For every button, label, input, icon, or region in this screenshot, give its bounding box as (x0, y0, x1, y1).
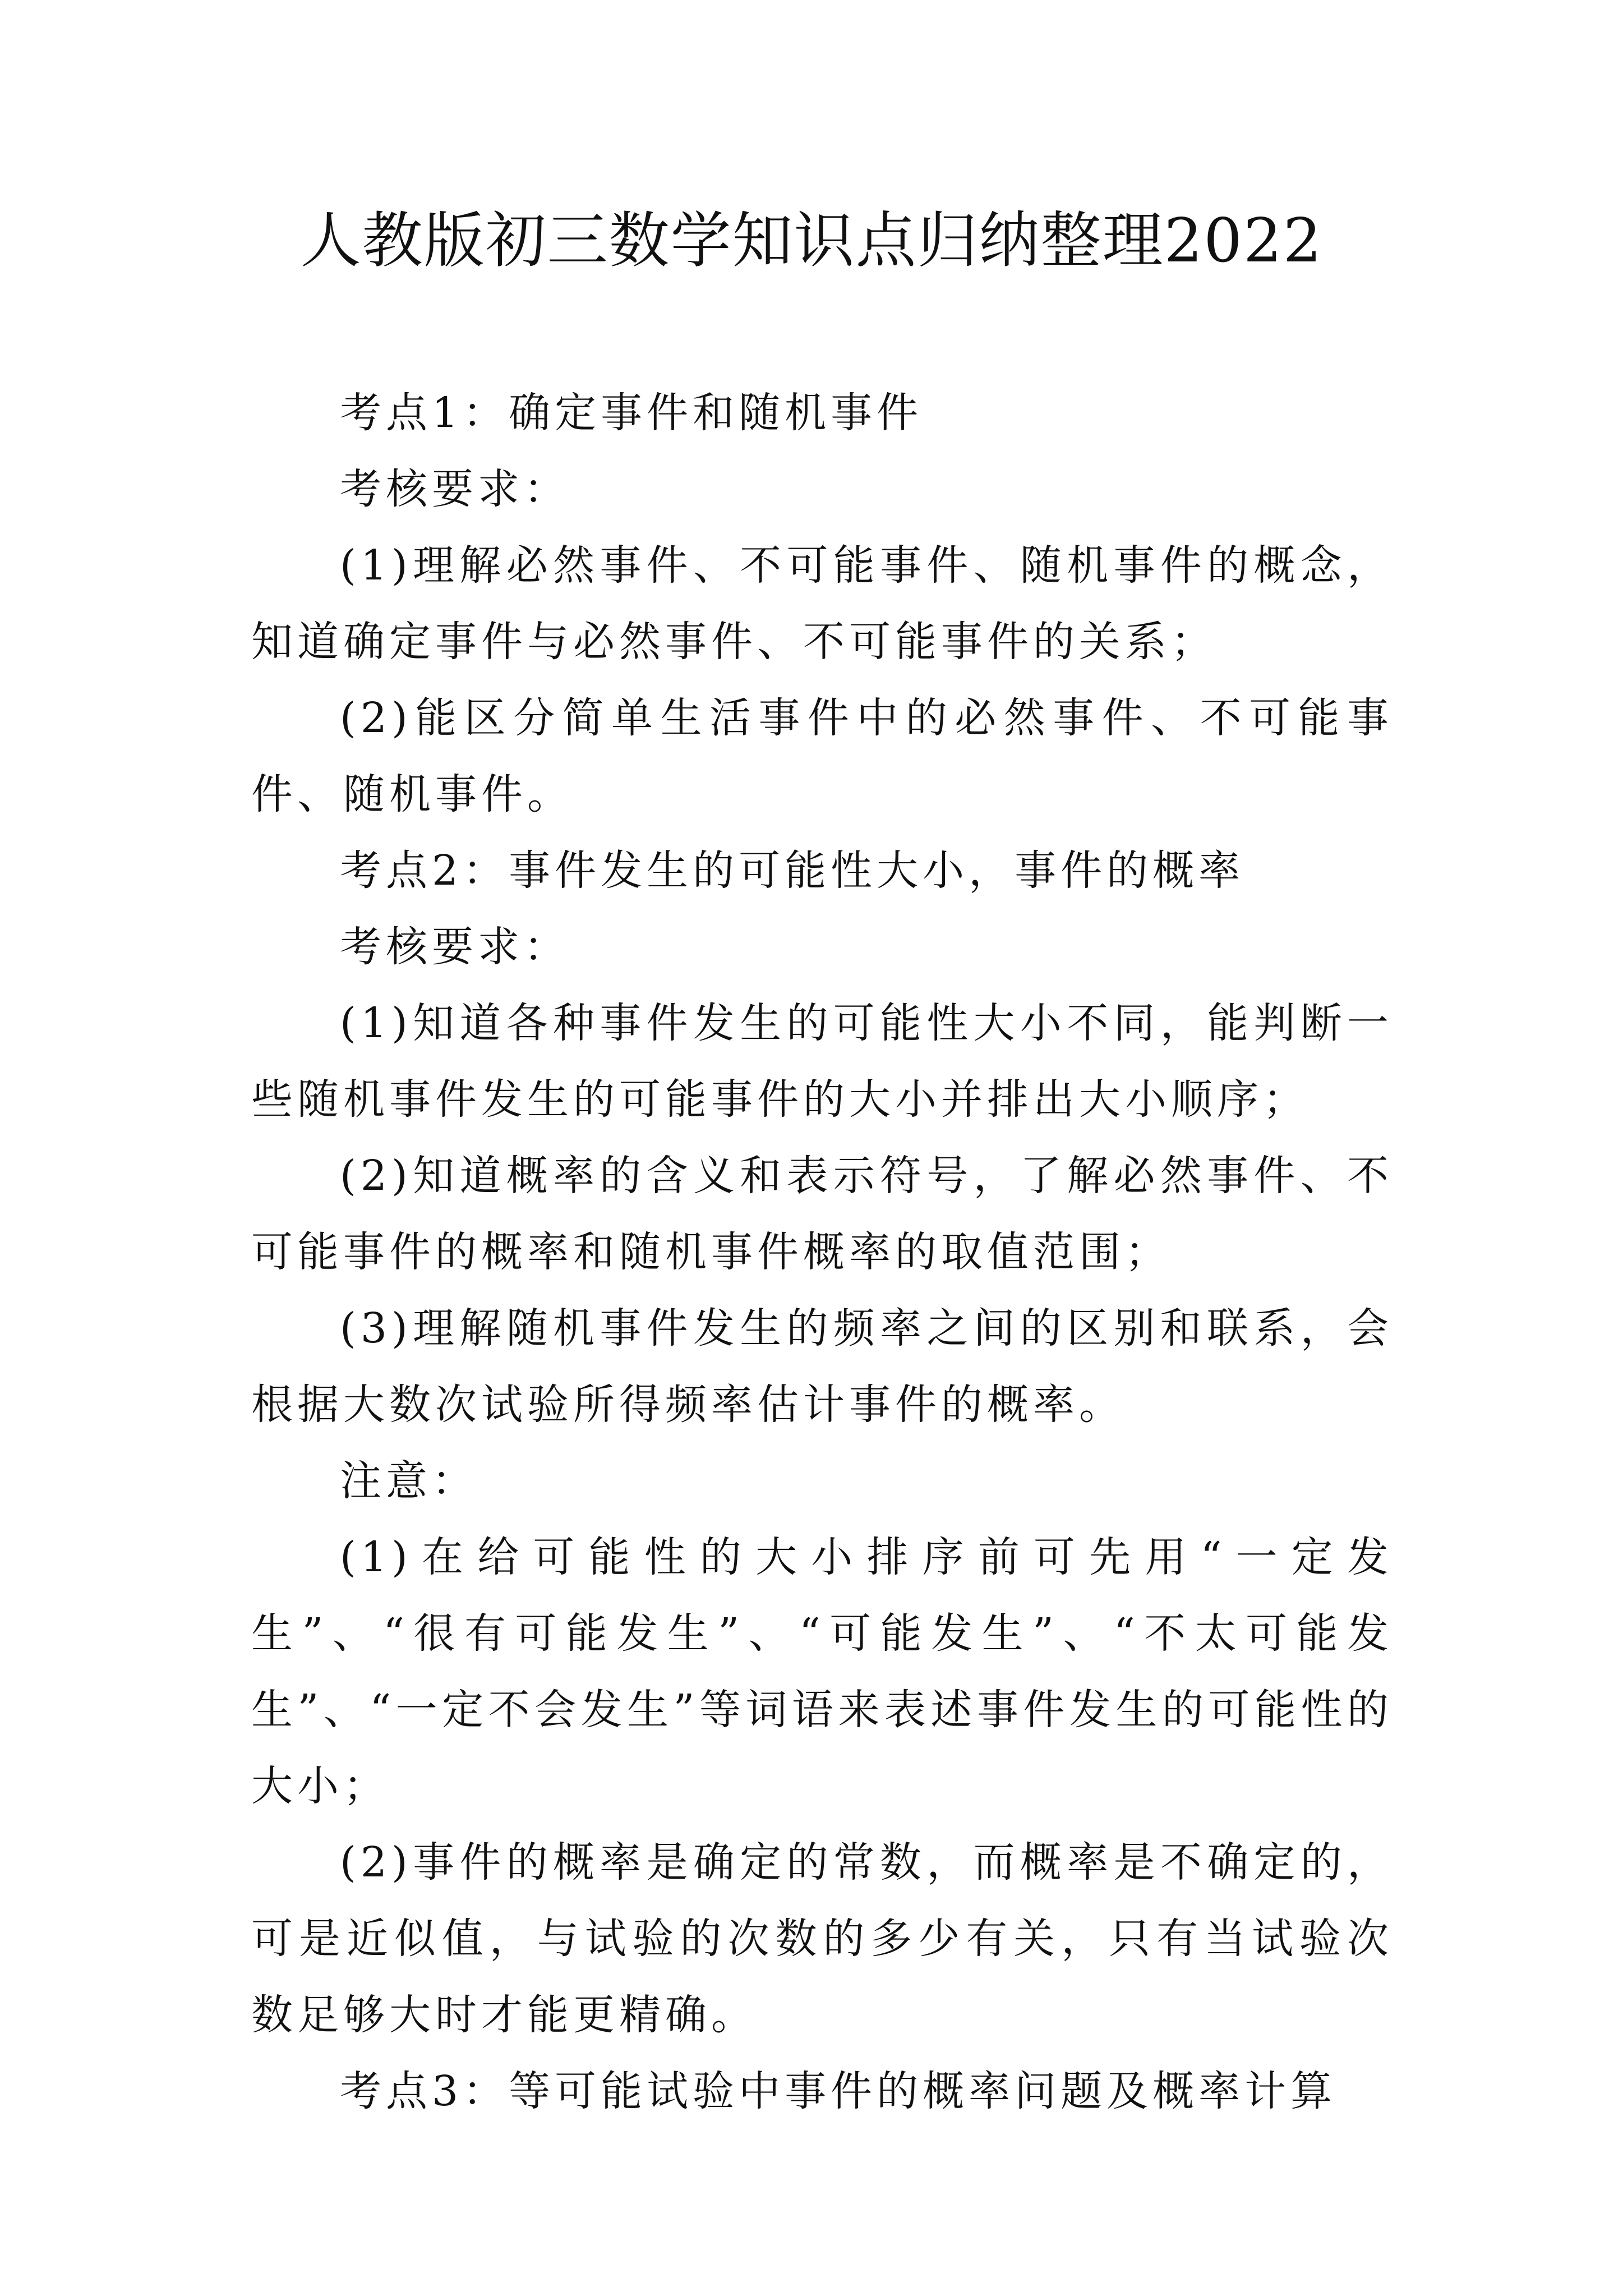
paragraph: (2)能区分简单生活事件中的必然事件、不可能事件、随机事件。 (251, 694, 1393, 818)
paragraph: (2)事件的概率是确定的常数，而概率是不确定的，可是近似值，与试验的次数的多少有关，只有当试验次数足够大时才能更精确。 (251, 1838, 1393, 2039)
paragraph: (2)知道概率的含义和表示符号，了解必然事件、不可能事件的概率和随机事件概率的取值范围； (251, 1152, 1393, 1276)
section-heading-3: 考点3：等可能试验中事件的概率问题及概率计算 (340, 2067, 1337, 2115)
requirements-label: 考核要求： (340, 923, 570, 971)
paragraph: (3)理解随机事件发生的频率之间的区别和联系，会根据大数次试验所得频率估计事件的概率。 (251, 1304, 1393, 1429)
paragraph: (1)知道各种事件发生的可能性大小不同，能判断一些随机事件发生的可能事件的大小并排出大小顺序； (251, 999, 1393, 1124)
paragraph: (1)理解必然事件、不可能事件、随机事件的概念，知道确定事件与必然事件、不可能事件的关系； (251, 541, 1393, 666)
note-label: 注意： (340, 1457, 478, 1505)
requirements-label: 考核要求： (340, 465, 570, 513)
section-heading-2: 考点2：事件发生的可能性大小，事件的概率 (340, 846, 1245, 895)
section-heading-1: 考点1：确定事件和随机事件 (340, 389, 923, 437)
paragraph: (1)在给可能性的大小排序前可先用“一定发生”、“很有可能发生”、“可能发生”、“不太可能发生”、“一定不会发生”等词语来表述事件发生的可能性的大小； (251, 1533, 1393, 1810)
document-body (251, 375, 1393, 2129)
document-title: 人教版初三数学知识点归纳整理2022 (300, 206, 1323, 276)
